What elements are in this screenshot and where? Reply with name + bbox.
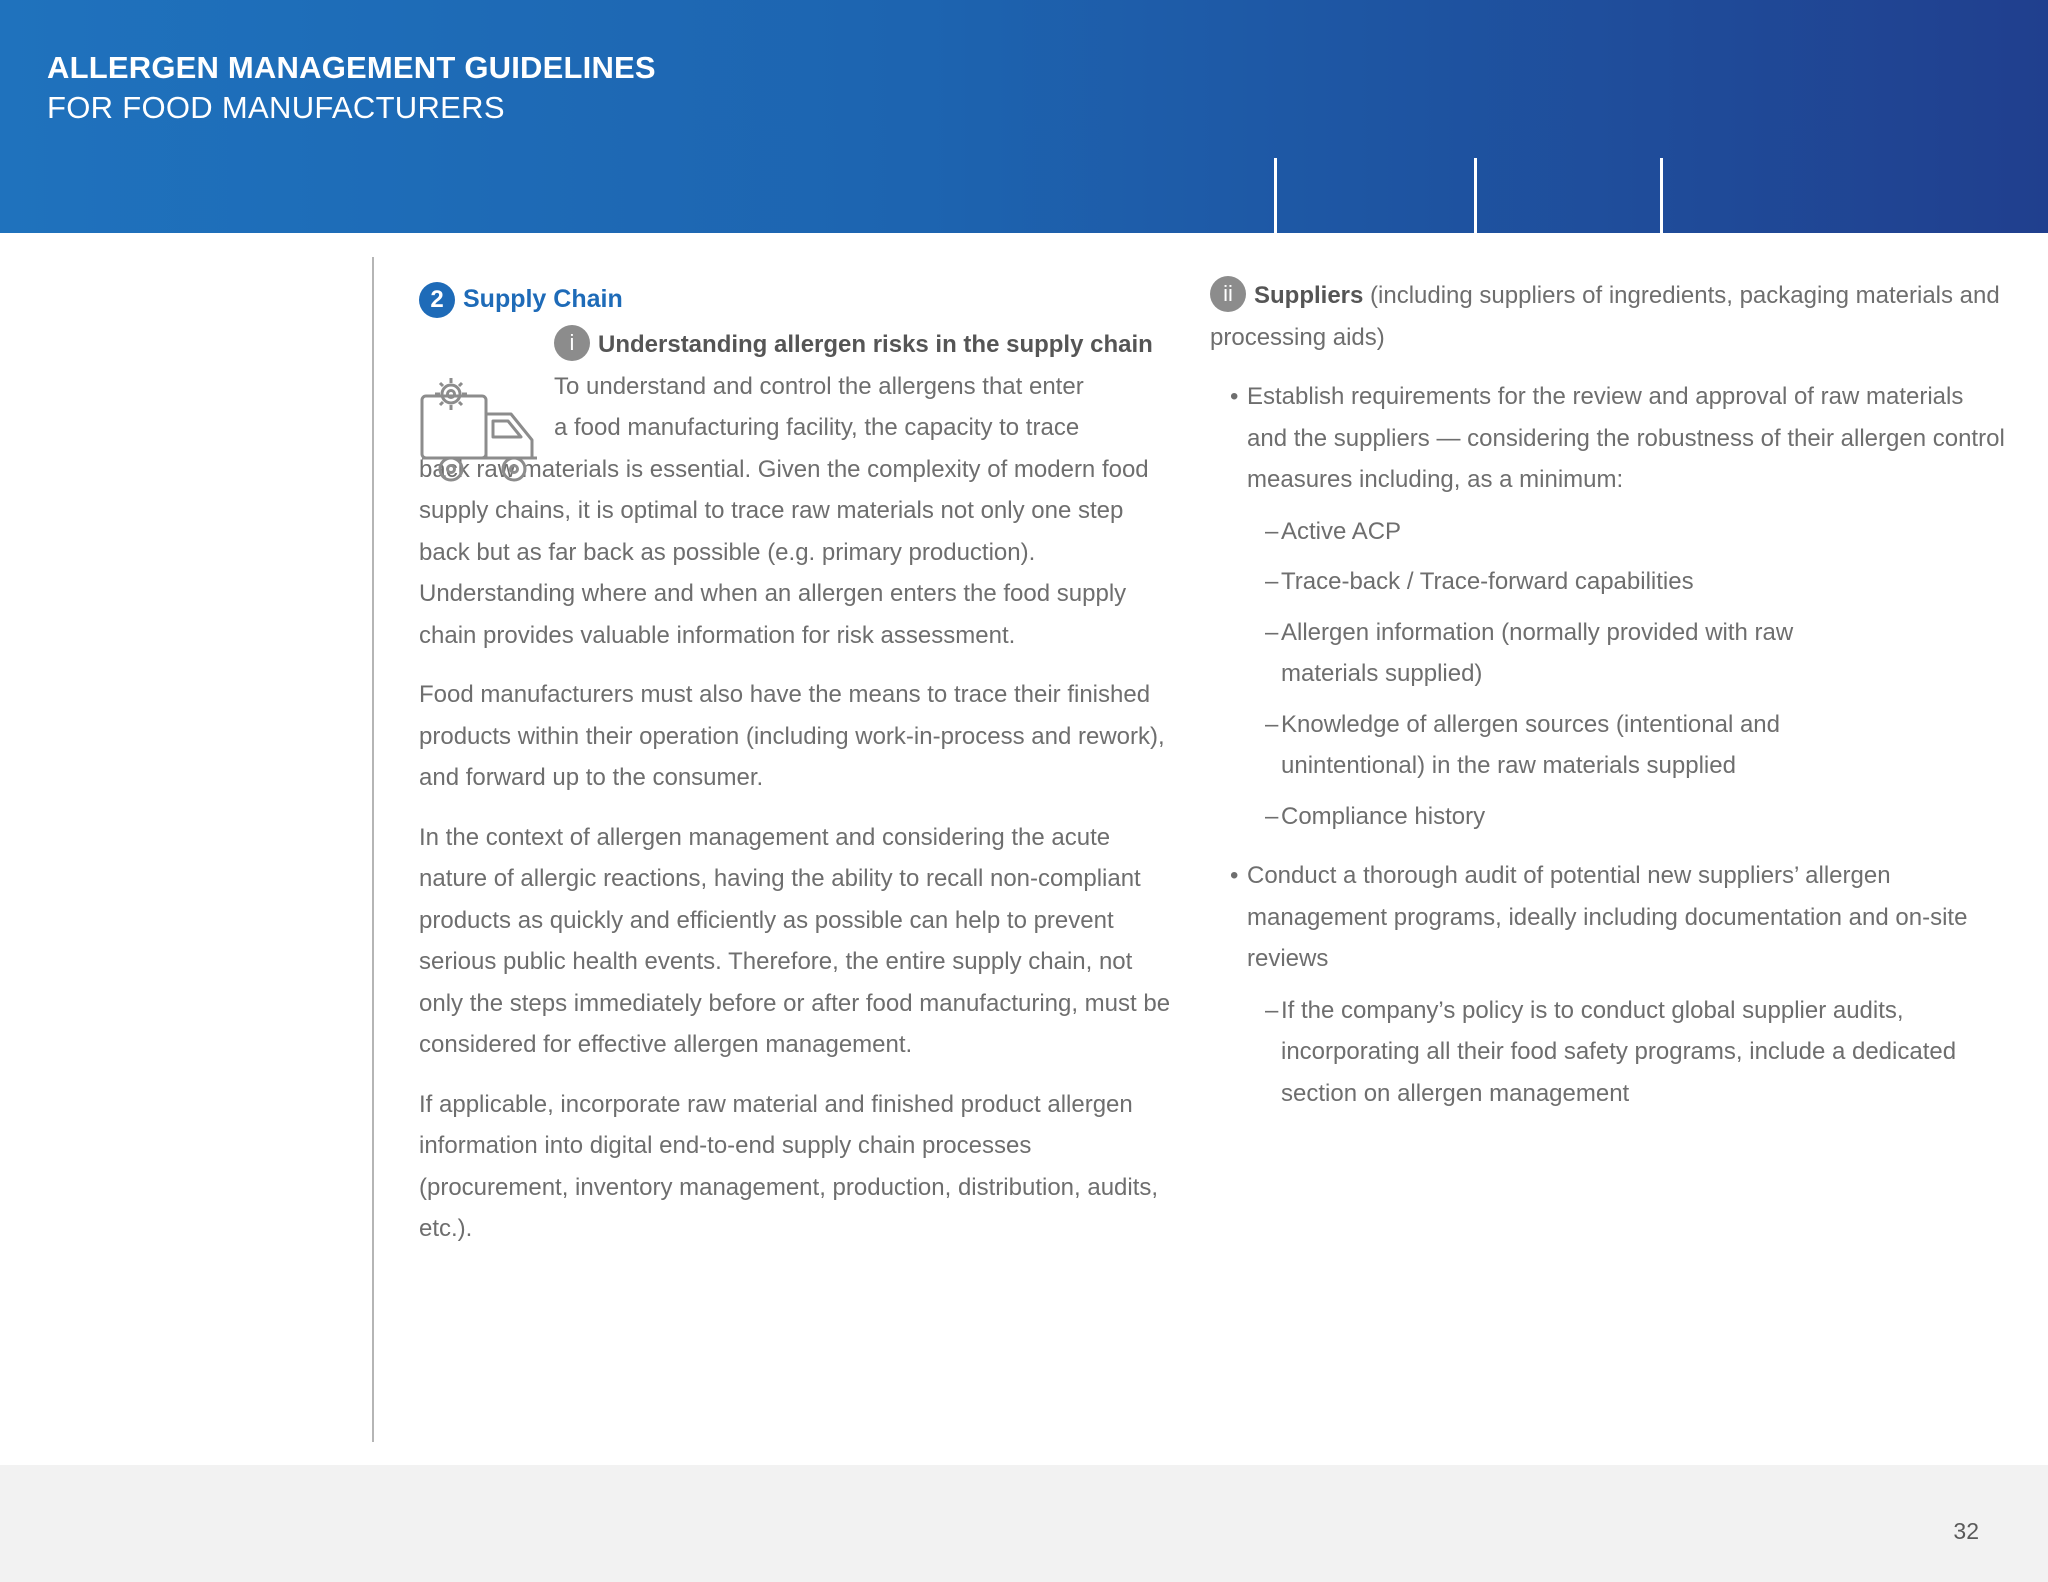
sub-list-item: – Compliance history [1247,796,2010,838]
header-title: ALLERGEN MANAGEMENT GUIDELINES [47,50,656,85]
intro-line-1: To understand and control the allergens that enter [554,372,1084,400]
sub-list [1247,990,2010,1115]
intro-paragraph: back raw materials is essential. Given the complexity of modern food supply chains, it is optimal to trace raw materials not only one step back but as far back as possible (e.g. primary production). Understanding where and when an allergen enters the food supply chain provides valuable information for risk assessment. [419,455,1149,649]
subsection-ii-title: Suppliers [1254,282,1364,309]
sub-list-item: – Knowledge of allergen sources (intentional and unintentional) in the raw materials supplied [1247,704,2010,787]
page-header [0,0,2048,233]
section-number-badge: 2 [419,282,455,318]
paragraph-recall: In the context of allergen management and considering the acute nature of allergic reactions, having the ability to recall non-compliant products as quickly and efficiently as possible can help to prevent serious public health events. Therefore, the entire supply chain, not only the steps immediately before or after food manufacturing, must be considered for effective allergen management. [419,823,1171,1058]
sub-list-item: – Allergen information (normally provided with raw materials supplied) [1247,612,2010,695]
sub-list-item: – Active ACP [1247,511,2010,553]
page-number: 32 [1953,1518,1979,1544]
section-heading [419,275,1179,324]
page-footer [0,1465,2048,1582]
supplier-requirements-list [1210,376,2010,1114]
paragraph-trace-finished-products: Food manufacturers must also have the means to trace their finished products within their operation (including work-in-process and rework), and forward up to the consumer. [419,681,1165,791]
section-title: Supply Chain [463,285,623,313]
intro-line-2: a food manufacturing facility, the capacity to trace [554,414,1080,441]
vertical-divider [372,257,374,1442]
header-tab-divider [1474,158,1477,233]
left-column [419,275,1179,1268]
sub-list-item: – If the company’s policy is to conduct global supplier audits, incorporating all their food safety programs, include a dedicated section on allergen management [1247,990,2010,1115]
sub-list-item: – Trace-back / Trace-forward capabilities [1247,561,2010,603]
subsection-ii-badge: ii [1210,276,1246,312]
subsection-i-badge: i [554,325,590,361]
right-column [1210,275,2010,1123]
paragraph-digital-integration: If applicable, incorporate raw material and finished product allergen information into digital end-to-end supply chain processes (procurement, inventory management, production, distribution, audits, etc.). [419,1090,1159,1242]
header-tab-divider [1274,158,1277,233]
delivery-truck-gear-icon [419,374,541,484]
bullet-text: Establish requirements for the review and approval of raw materials and the suppliers — considering the robustness of their allergen control measures including, as a minimum: [1247,383,2005,493]
list-item [1210,376,2010,837]
subsection-ii-title-rest: (including suppliers of ingredients, packaging materials and processing aids) [1210,282,2000,351]
sub-list [1247,511,2010,838]
subsection-i-heading [419,324,1179,366]
header-subtitle: FOR FOOD MANUFACTURERS [47,90,505,125]
subsection-i [419,324,1179,656]
header-tab-divider [1660,158,1663,233]
subsection-ii-heading [1210,275,2010,358]
list-item [1210,855,2010,1114]
subsection-i-title: Understanding allergen risks in the supply chain [598,331,1153,358]
bullet-text: Conduct a thorough audit of potential new suppliers’ allergen management programs, ideally including documentation and on-site reviews [1247,862,1968,972]
